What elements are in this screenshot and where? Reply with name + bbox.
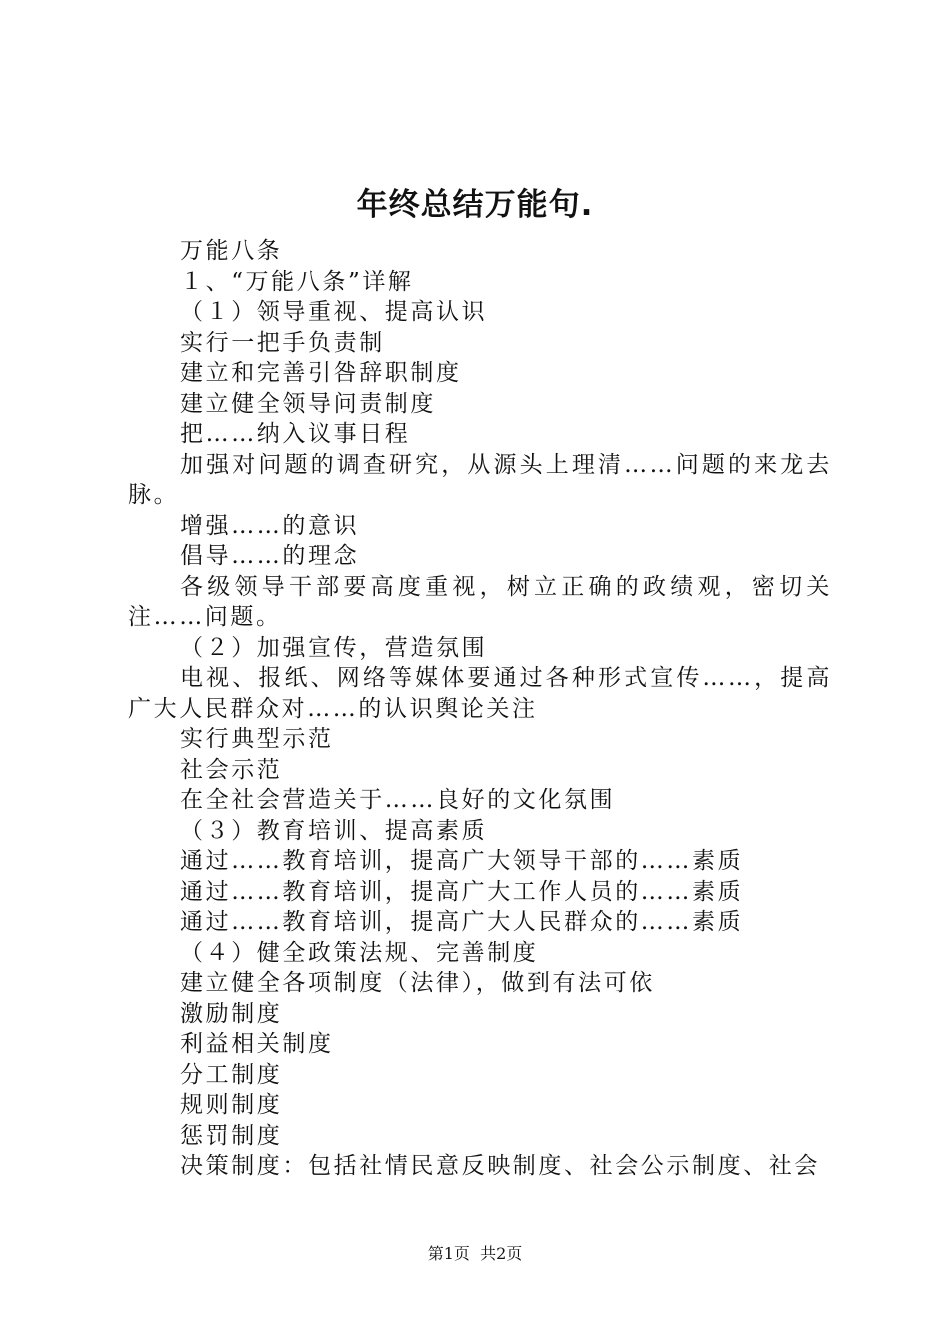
paragraph: 利益相关制度: [180, 1031, 334, 1057]
paragraph: 把……纳入议事日程: [180, 421, 411, 447]
paragraph: 万能八条: [180, 238, 283, 264]
paragraph: 社会示范: [180, 756, 283, 783]
paragraph: 倡导……的理念: [180, 543, 360, 569]
paragraph: 通过……教育培训，提高广大人民群众的……素质: [180, 909, 744, 935]
paragraph: 实行一把手负责制: [180, 329, 385, 356]
paragraph: 建立健全领导问责制度: [180, 390, 436, 417]
paragraph: 增强……的意识: [180, 512, 360, 539]
paragraph: 惩罚制度: [180, 1122, 283, 1149]
paragraph: （２）加强宣传，营造氛围: [180, 634, 488, 661]
paragraph: 电视、报纸、网络等媒体要通过各种形式宣传……，提高广大人民群众对……的认识舆论关注: [128, 665, 832, 722]
paragraph: 在全社会营造关于……良好的文化氛围: [180, 787, 616, 813]
document-body: [128, 236, 832, 1182]
page-footer: [0, 1243, 950, 1265]
paragraph: 决策制度：包括社情民意反映制度、社会公示制度、社会: [180, 1153, 820, 1179]
paragraph: １、“万能八条”详解: [180, 268, 414, 295]
paragraph: （１）领导重视、提高认识: [180, 299, 488, 325]
paragraph: 实行典型示范: [180, 726, 334, 752]
page-number: 第1页 共2页: [427, 1244, 523, 1263]
paragraph: （４）健全政策法规、完善制度: [180, 939, 539, 966]
paragraph: 通过……教育培训，提高广大工作人员的……素质: [180, 878, 744, 905]
paragraph: 规则制度: [180, 1092, 283, 1118]
paragraph: 激励制度: [180, 1000, 283, 1027]
document-title: 年终总结万能句.: [356, 187, 594, 223]
paragraph: 各级领导干部要高度重视，树立正确的政绩观，密切关注……问题。: [128, 573, 832, 630]
paragraph: （３）教育培训、提高素质: [180, 817, 488, 844]
paragraph: 分工制度: [180, 1061, 283, 1088]
paragraph: 加强对问题的调查研究，从源头上理清……问题的来龙去脉。: [128, 451, 832, 508]
paragraph: 建立健全各项制度（法律），做到有法可依: [180, 970, 655, 996]
paragraph: 通过……教育培训，提高广大领导干部的……素质: [180, 848, 744, 874]
paragraph: 建立和完善引咎辞职制度: [180, 360, 462, 386]
